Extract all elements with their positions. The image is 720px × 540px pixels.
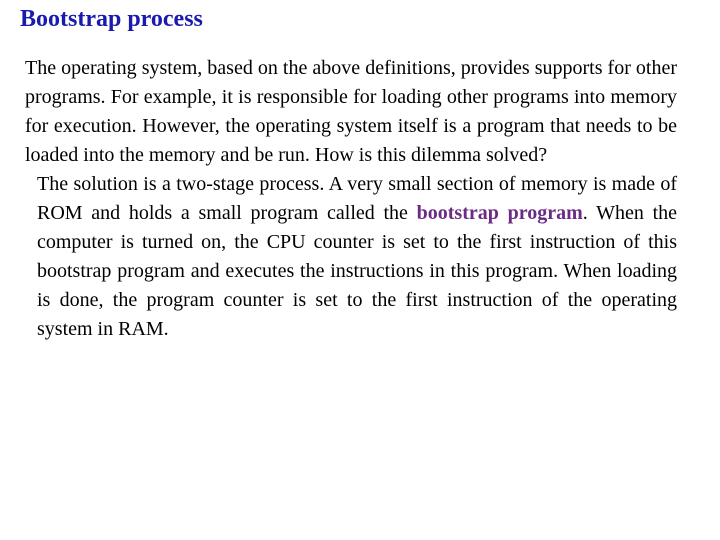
paragraph-intro: The operating system, based on the above definitions, provides supports for other programs. For example, it is responsible for loading other programs into memory for execution. However, the operating system itself is a program that needs to be loaded into the memory and be run. How is this dilemma solved?: [25, 57, 677, 166]
paragraph-solution-start: The solution is a two-stage process. A very small section of memory is made of ROM and holds a small program called the: [37, 173, 677, 224]
paragraph-solution: [25, 170, 677, 344]
paragraph-solution-end: . When the computer is turned on, the CPU counter is set to the first instruction of this bootstrap program and executes the instructions in this program. When loading is done, the program counter is set to the first instruction of the operating system in RAM.: [37, 202, 678, 340]
slide-title: Bootstrap process: [20, 6, 203, 32]
bootstrap-program-term: bootstrap program: [416, 202, 583, 224]
slide-body: [25, 54, 677, 344]
